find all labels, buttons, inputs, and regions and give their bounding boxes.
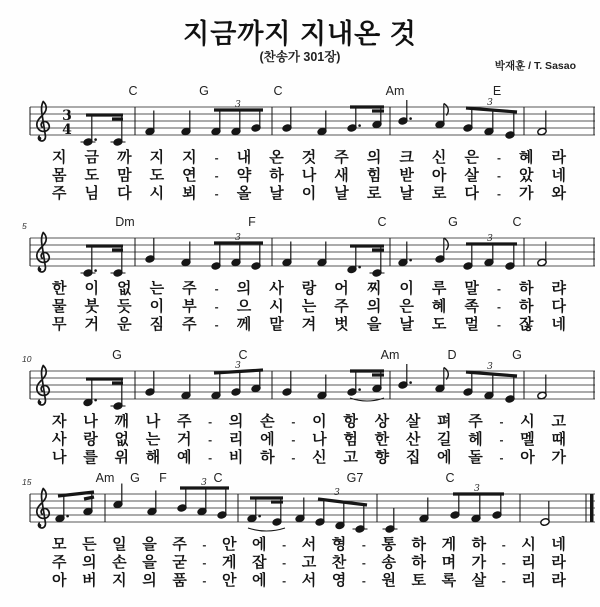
lyric-syllable: 나 [312, 431, 327, 448]
lyric-syllable: 로 [431, 185, 447, 202]
lyric-syllable: 듯 [117, 298, 132, 315]
lyric-syllable: 하 [518, 280, 534, 297]
beam [466, 108, 517, 112]
lyric-syllable: 의 [142, 572, 157, 589]
lyric-syllable: 품 [172, 572, 187, 589]
lyric-syllable: 나 [83, 413, 98, 430]
lyric-syllable: 연 [182, 167, 197, 184]
lyric-hyphen: - [214, 318, 219, 332]
lyric-syllable: 아 [431, 167, 447, 184]
tuplet-3: 3 [334, 488, 340, 498]
chord-label: F [248, 215, 256, 229]
lyric-syllable: 무 [52, 316, 67, 333]
tuplet-3: 3 [487, 98, 493, 108]
lyric-syllable: 고 [343, 449, 358, 466]
lyric-hyphen: - [214, 169, 219, 183]
lyric-syllable: 몸 [52, 167, 67, 184]
tuplet-3: 3 [235, 233, 241, 243]
lyric-syllable: 없 [117, 280, 132, 297]
lyric-syllable: 나 [52, 449, 67, 466]
lyric-syllable: 올 [236, 185, 252, 202]
lyric-syllable: 도 [84, 167, 100, 184]
lyric-syllable: 손 [260, 413, 275, 430]
lyric-hyphen: - [499, 415, 504, 429]
staff-system-3 [0, 347, 600, 466]
lyric-syllable: 예 [176, 449, 192, 466]
lyric-syllable: 살 [405, 413, 421, 430]
eighth-flag [444, 238, 449, 250]
chord-label: E [492, 84, 502, 98]
lyric-syllable: 네 [551, 316, 566, 333]
lyric-syllable: 을 [142, 554, 157, 571]
lyric-syllable: 일 [112, 536, 127, 553]
lyric-syllable: 랑 [83, 431, 98, 448]
lyric-syllable: 네 [551, 536, 566, 553]
chord-label: G7 [346, 471, 364, 485]
lyric-syllable: 을 [142, 536, 157, 553]
lyric-syllable: 랴 [551, 280, 566, 297]
lyric-syllable: 의 [82, 554, 97, 571]
lyric-syllable: 헤 [468, 431, 483, 448]
lyric-syllable: 가 [518, 185, 534, 202]
lyric-hyphen: - [496, 187, 501, 201]
lyric-line-verse-1 [52, 280, 566, 298]
lyric-syllable: 향 [374, 449, 390, 466]
lyric-syllable: 이 [84, 280, 100, 297]
lyric-syllable: 날 [399, 316, 414, 333]
lyric-syllable: 산 [405, 431, 421, 448]
lyric-line-verse-3 [52, 185, 566, 203]
augmentation-dot [358, 266, 361, 269]
chord-label: Dm [115, 215, 135, 229]
lyric-syllable: 내 [236, 149, 252, 166]
lyric-syllable: 것 [301, 149, 317, 166]
lyric-syllable: 멜 [520, 431, 535, 448]
chord-label: C [128, 84, 138, 98]
lyric-syllable: 고 [301, 554, 317, 571]
measure-number: 15 [22, 477, 32, 487]
lyric-hyphen: - [496, 169, 501, 183]
lyric-hyphen: - [208, 451, 213, 465]
lyric-syllable: 맡 [269, 316, 284, 333]
augmentation-dot [358, 388, 361, 391]
lyric-syllable: 펴 [437, 413, 452, 430]
lyric-syllable: 신 [312, 449, 327, 466]
lyric-syllable: 주 [334, 298, 349, 315]
lyric-hyphen: - [501, 556, 506, 570]
lyric-syllable: 에 [260, 431, 275, 448]
lyric-line-verse-3 [52, 316, 566, 334]
lyric-syllable: 비 [228, 449, 244, 466]
measure-number: 5 [22, 221, 27, 231]
lyric-syllable: 은 [399, 298, 414, 315]
lyric-syllable: 록 [441, 572, 457, 589]
lyric-syllable: 한 [374, 431, 390, 448]
lyric-syllable: 라 [551, 554, 566, 571]
lyric-syllable: 의 [366, 149, 382, 166]
lyric-syllable: 뵈 [182, 185, 197, 202]
lyric-syllable: 영 [331, 572, 347, 589]
augmentation-dot [358, 124, 361, 127]
lyric-syllable: 통 [381, 536, 396, 553]
lyric-syllable: 다 [464, 185, 479, 202]
lyric-syllable: 날 [334, 185, 349, 202]
lyric-syllable: 짐 [149, 316, 165, 333]
lyric-syllable: 송 [381, 554, 396, 571]
lyric-syllable: 상 [374, 413, 390, 430]
lyric-syllable: 와 [551, 185, 566, 202]
lyric-line-verse-2 [52, 431, 566, 449]
staff-system-2 [0, 214, 600, 333]
lyric-hyphen: - [282, 556, 287, 570]
lyric-syllable: 님 [84, 185, 100, 202]
lyric-syllable: 하 [411, 536, 427, 553]
lyric-syllable: 하 [471, 536, 487, 553]
lyric-line-verse-1 [52, 413, 566, 431]
beam [58, 492, 94, 496]
lyric-syllable: 거 [84, 316, 100, 333]
tuplet-3: 3 [487, 234, 493, 244]
lyric-hyphen: - [214, 300, 219, 314]
chord-label: G [512, 348, 522, 362]
augmentation-dot [409, 259, 412, 262]
staff-svg [0, 83, 600, 149]
lyric-syllable: 가 [551, 449, 566, 466]
lyric-syllable: 어 [334, 280, 349, 297]
lyric-hyphen: - [496, 282, 501, 296]
lyric-syllable: 물 [52, 298, 67, 315]
lyric-syllable: 리 [228, 431, 244, 448]
lyric-syllable: 돌 [468, 449, 483, 466]
lyric-hyphen: - [496, 300, 501, 314]
lyric-syllable: 이 [399, 280, 414, 297]
lyric-syllable: 험 [343, 431, 358, 448]
tuplet-3: 3 [474, 484, 480, 494]
lyric-syllable: 았 [518, 167, 534, 184]
lyric-syllable: 힘 [366, 167, 382, 184]
lyric-syllable: 게 [441, 536, 457, 553]
lyric-syllable: 며 [441, 554, 457, 571]
lyric-hyphen: - [496, 318, 501, 332]
beam [318, 499, 367, 505]
lyric-syllable: 시 [521, 536, 536, 553]
chord-label: Am [380, 348, 400, 362]
lyric-syllable: 가 [471, 554, 487, 571]
augmentation-dot [258, 515, 261, 518]
tuplet-3: 3 [487, 362, 493, 372]
lyric-syllable: 하 [518, 298, 534, 315]
lyric-syllable: 혜 [518, 149, 534, 166]
chord-label: C [273, 84, 283, 98]
augmentation-dot [409, 117, 412, 120]
lyric-syllable: 주 [182, 280, 197, 297]
composer-credit: 박재훈 / T. Sasao [494, 60, 576, 72]
lyric-syllable: 다 [117, 185, 132, 202]
chord-label: F [159, 471, 167, 485]
lyric-hyphen: - [282, 538, 287, 552]
chord-label: D [447, 348, 457, 362]
lyric-syllable: 께 [236, 316, 252, 333]
lyric-syllable: 의 [228, 413, 244, 430]
time-signature-denominator: 4 [62, 122, 72, 138]
lyric-syllable: 는 [301, 298, 317, 315]
lyric-hyphen: - [499, 433, 504, 447]
lyric-syllable: 크 [399, 149, 414, 166]
lyric-hyphen: - [501, 538, 506, 552]
lyric-syllable: 자 [52, 413, 67, 430]
lyric-syllable: 의 [366, 298, 382, 315]
lyric-syllable: 에 [252, 536, 267, 553]
lyric-hyphen: - [214, 151, 219, 165]
beam [466, 372, 517, 376]
lyric-hyphen: - [361, 574, 366, 588]
lyric-line-verse-2 [52, 554, 566, 572]
lyric-syllable: 를 [83, 449, 98, 466]
lyric-syllable: 든 [82, 536, 97, 553]
lyric-syllable: 때 [551, 431, 566, 448]
chord-label: G [112, 348, 122, 362]
time-signature-numerator: 3 [62, 108, 72, 124]
lyric-syllable: 토 [411, 572, 427, 589]
lyric-hyphen: - [208, 415, 213, 429]
lyric-syllable: 새 [334, 167, 349, 184]
lyric-hyphen: - [291, 415, 296, 429]
song-title: 지금까지 지내온 것 [183, 19, 417, 49]
chord-label: C [238, 348, 248, 362]
lyric-syllable: 받 [399, 167, 414, 184]
lyric-line-verse-3 [52, 449, 566, 467]
lyric-syllable: 집 [405, 449, 421, 466]
lyric-syllable: 까 [117, 149, 132, 166]
lyric-syllable: 지 [149, 149, 165, 166]
beam [84, 497, 94, 499]
lyric-hyphen: - [291, 433, 296, 447]
lyric-syllable: 금 [84, 149, 100, 166]
augmentation-dot [94, 138, 97, 141]
lyric-hyphen: - [202, 538, 207, 552]
lyric-syllable: 안 [221, 536, 237, 553]
measure-number: 10 [22, 354, 32, 364]
lyric-line-verse-2 [52, 167, 566, 185]
augmentation-dot [66, 515, 69, 518]
lyric-syllable: 을 [366, 316, 382, 333]
lyric-syllable: 도 [149, 167, 165, 184]
chord-label: G [199, 84, 209, 98]
lyric-syllable: 형 [331, 536, 347, 553]
lyric-syllable: 시 [520, 413, 535, 430]
lyric-syllable: 랑 [301, 280, 317, 297]
lyric-syllable: 도 [431, 316, 447, 333]
lyric-syllable: 길 [437, 431, 452, 448]
lyric-syllable: 에 [437, 449, 452, 466]
tuplet-3: 3 [235, 361, 241, 371]
lyric-syllable: 사 [269, 280, 284, 297]
lyric-hyphen: - [361, 556, 366, 570]
lyric-syllable: 거 [176, 431, 192, 448]
chord-label: C [445, 471, 455, 485]
lyric-syllable: 주 [176, 413, 192, 430]
staff-svg [0, 347, 600, 413]
tuplet-3: 3 [201, 478, 207, 488]
lyric-syllable: 하 [260, 449, 275, 466]
lyric-syllable: 사 [52, 431, 67, 448]
lyric-syllable: 리 [521, 554, 536, 571]
lyric-syllable: 맘 [117, 167, 132, 184]
lyric-syllable: 지 [112, 572, 127, 589]
lyric-syllable: 멀 [464, 316, 479, 333]
lyric-syllable: 손 [112, 554, 127, 571]
lyric-syllable: 해 [145, 449, 161, 466]
lyric-syllable: 살 [464, 167, 479, 184]
lyric-syllable: 다 [551, 298, 566, 315]
lyric-syllable: 버 [82, 572, 97, 589]
lyric-syllable: 굳 [172, 554, 187, 571]
lyric-syllable: 살 [471, 572, 487, 589]
tie-slur [248, 528, 285, 531]
lyric-syllable: 으 [236, 298, 252, 315]
lyric-syllable: 라 [551, 149, 566, 166]
lyric-syllable: 한 [52, 280, 67, 297]
lyric-syllable: 나 [301, 167, 317, 184]
lyric-hyphen: - [214, 282, 219, 296]
lyric-syllable: 잖 [518, 316, 534, 333]
augmentation-dot [409, 381, 412, 384]
lyric-syllable: 주 [52, 185, 67, 202]
lyric-syllable: 의 [236, 280, 252, 297]
lyric-syllable: 안 [221, 572, 237, 589]
lyric-hyphen: - [291, 451, 296, 465]
lyric-syllable: 리 [521, 572, 536, 589]
chord-label: G [130, 471, 140, 485]
chord-label: Am [385, 84, 405, 98]
lyric-syllable: 운 [117, 316, 132, 333]
lyric-syllable: 서 [301, 572, 317, 589]
lyric-syllable: 온 [269, 149, 284, 166]
lyric-syllable: 게 [221, 554, 237, 571]
lyric-syllable: 시 [269, 298, 284, 315]
lyric-syllable: 말 [464, 280, 479, 297]
lyric-syllable: 이 [312, 413, 327, 430]
lyric-syllable: 주 [182, 316, 197, 333]
lyric-line-verse-3 [52, 572, 566, 590]
lyric-syllable: 이 [301, 185, 317, 202]
lyric-syllable: 루 [431, 280, 447, 297]
lyric-syllable: 날 [269, 185, 284, 202]
chord-label: C [377, 215, 387, 229]
lyric-syllable: 혜 [431, 298, 447, 315]
tuplet-3: 3 [235, 100, 241, 110]
chord-label: Am [95, 471, 115, 485]
lyric-syllable: 하 [411, 554, 427, 571]
lyric-hyphen: - [202, 574, 207, 588]
staff-svg [0, 470, 600, 536]
lyric-syllable: 신 [431, 149, 447, 166]
lyric-syllable: 에 [252, 572, 267, 589]
lyric-line-verse-1 [52, 536, 566, 554]
lyric-syllable: 주 [468, 413, 483, 430]
lyric-syllable: 벗 [334, 316, 349, 333]
lyric-syllable: 주 [52, 554, 67, 571]
lyric-hyphen: - [501, 574, 506, 588]
lyric-syllable: 시 [149, 185, 165, 202]
lyric-syllable: 찌 [366, 280, 382, 297]
lyric-syllable: 은 [464, 149, 479, 166]
lyric-hyphen: - [208, 433, 213, 447]
lyric-syllable: 는 [149, 280, 165, 297]
lyric-syllable: 찬 [331, 554, 347, 571]
lyric-syllable: 족 [464, 298, 479, 315]
lyric-syllable: 부 [182, 298, 197, 315]
staff-system-1 [0, 83, 600, 202]
hymn-number-subtitle: (찬송가 301장) [259, 50, 341, 64]
lyric-syllable: 나 [145, 413, 161, 430]
lyric-syllable: 지 [182, 149, 197, 166]
lyric-hyphen: - [214, 187, 219, 201]
lyric-syllable: 겨 [301, 316, 317, 333]
lyric-hyphen: - [499, 451, 504, 465]
lyric-syllable: 라 [551, 572, 566, 589]
lyric-syllable: 이 [149, 298, 165, 315]
lyric-syllable: 깨 [114, 413, 129, 430]
lyric-syllable: 주 [334, 149, 349, 166]
lyric-syllable: 잡 [252, 554, 267, 571]
chord-label: G [448, 215, 458, 229]
lyric-hyphen: - [282, 574, 287, 588]
lyric-syllable: 로 [366, 185, 382, 202]
lyric-syllable: 위 [114, 449, 129, 466]
lyric-hyphen: - [496, 151, 501, 165]
staff-svg [0, 214, 600, 280]
augmentation-dot [94, 399, 97, 402]
lyric-syllable: 서 [301, 536, 317, 553]
lyric-syllable: 네 [551, 167, 566, 184]
chord-label: C [512, 215, 522, 229]
augmentation-dot [94, 269, 97, 272]
lyric-syllable: 는 [145, 431, 161, 448]
lyric-syllable: 약 [236, 167, 252, 184]
lyric-hyphen: - [202, 556, 207, 570]
chord-label: C [213, 471, 223, 485]
lyric-syllable: 없 [114, 431, 129, 448]
lyric-syllable: 날 [399, 185, 414, 202]
lyric-line-verse-2 [52, 298, 566, 316]
lyric-syllable: 모 [52, 536, 67, 553]
lyric-syllable: 주 [172, 536, 187, 553]
lyric-syllable: 하 [269, 167, 284, 184]
lyric-syllable: 아 [520, 449, 535, 466]
staff-system-4 [0, 470, 600, 589]
lyric-hyphen: - [361, 538, 366, 552]
final-barline-thick [590, 494, 594, 522]
lyric-syllable: 고 [551, 413, 566, 430]
lyric-syllable: 아 [52, 572, 67, 589]
lyric-syllable: 원 [381, 572, 396, 589]
lyric-syllable: 항 [343, 413, 358, 430]
lyric-line-verse-1 [52, 149, 566, 167]
lyric-syllable: 붓 [84, 298, 100, 315]
lyric-syllable: 지 [52, 149, 67, 166]
